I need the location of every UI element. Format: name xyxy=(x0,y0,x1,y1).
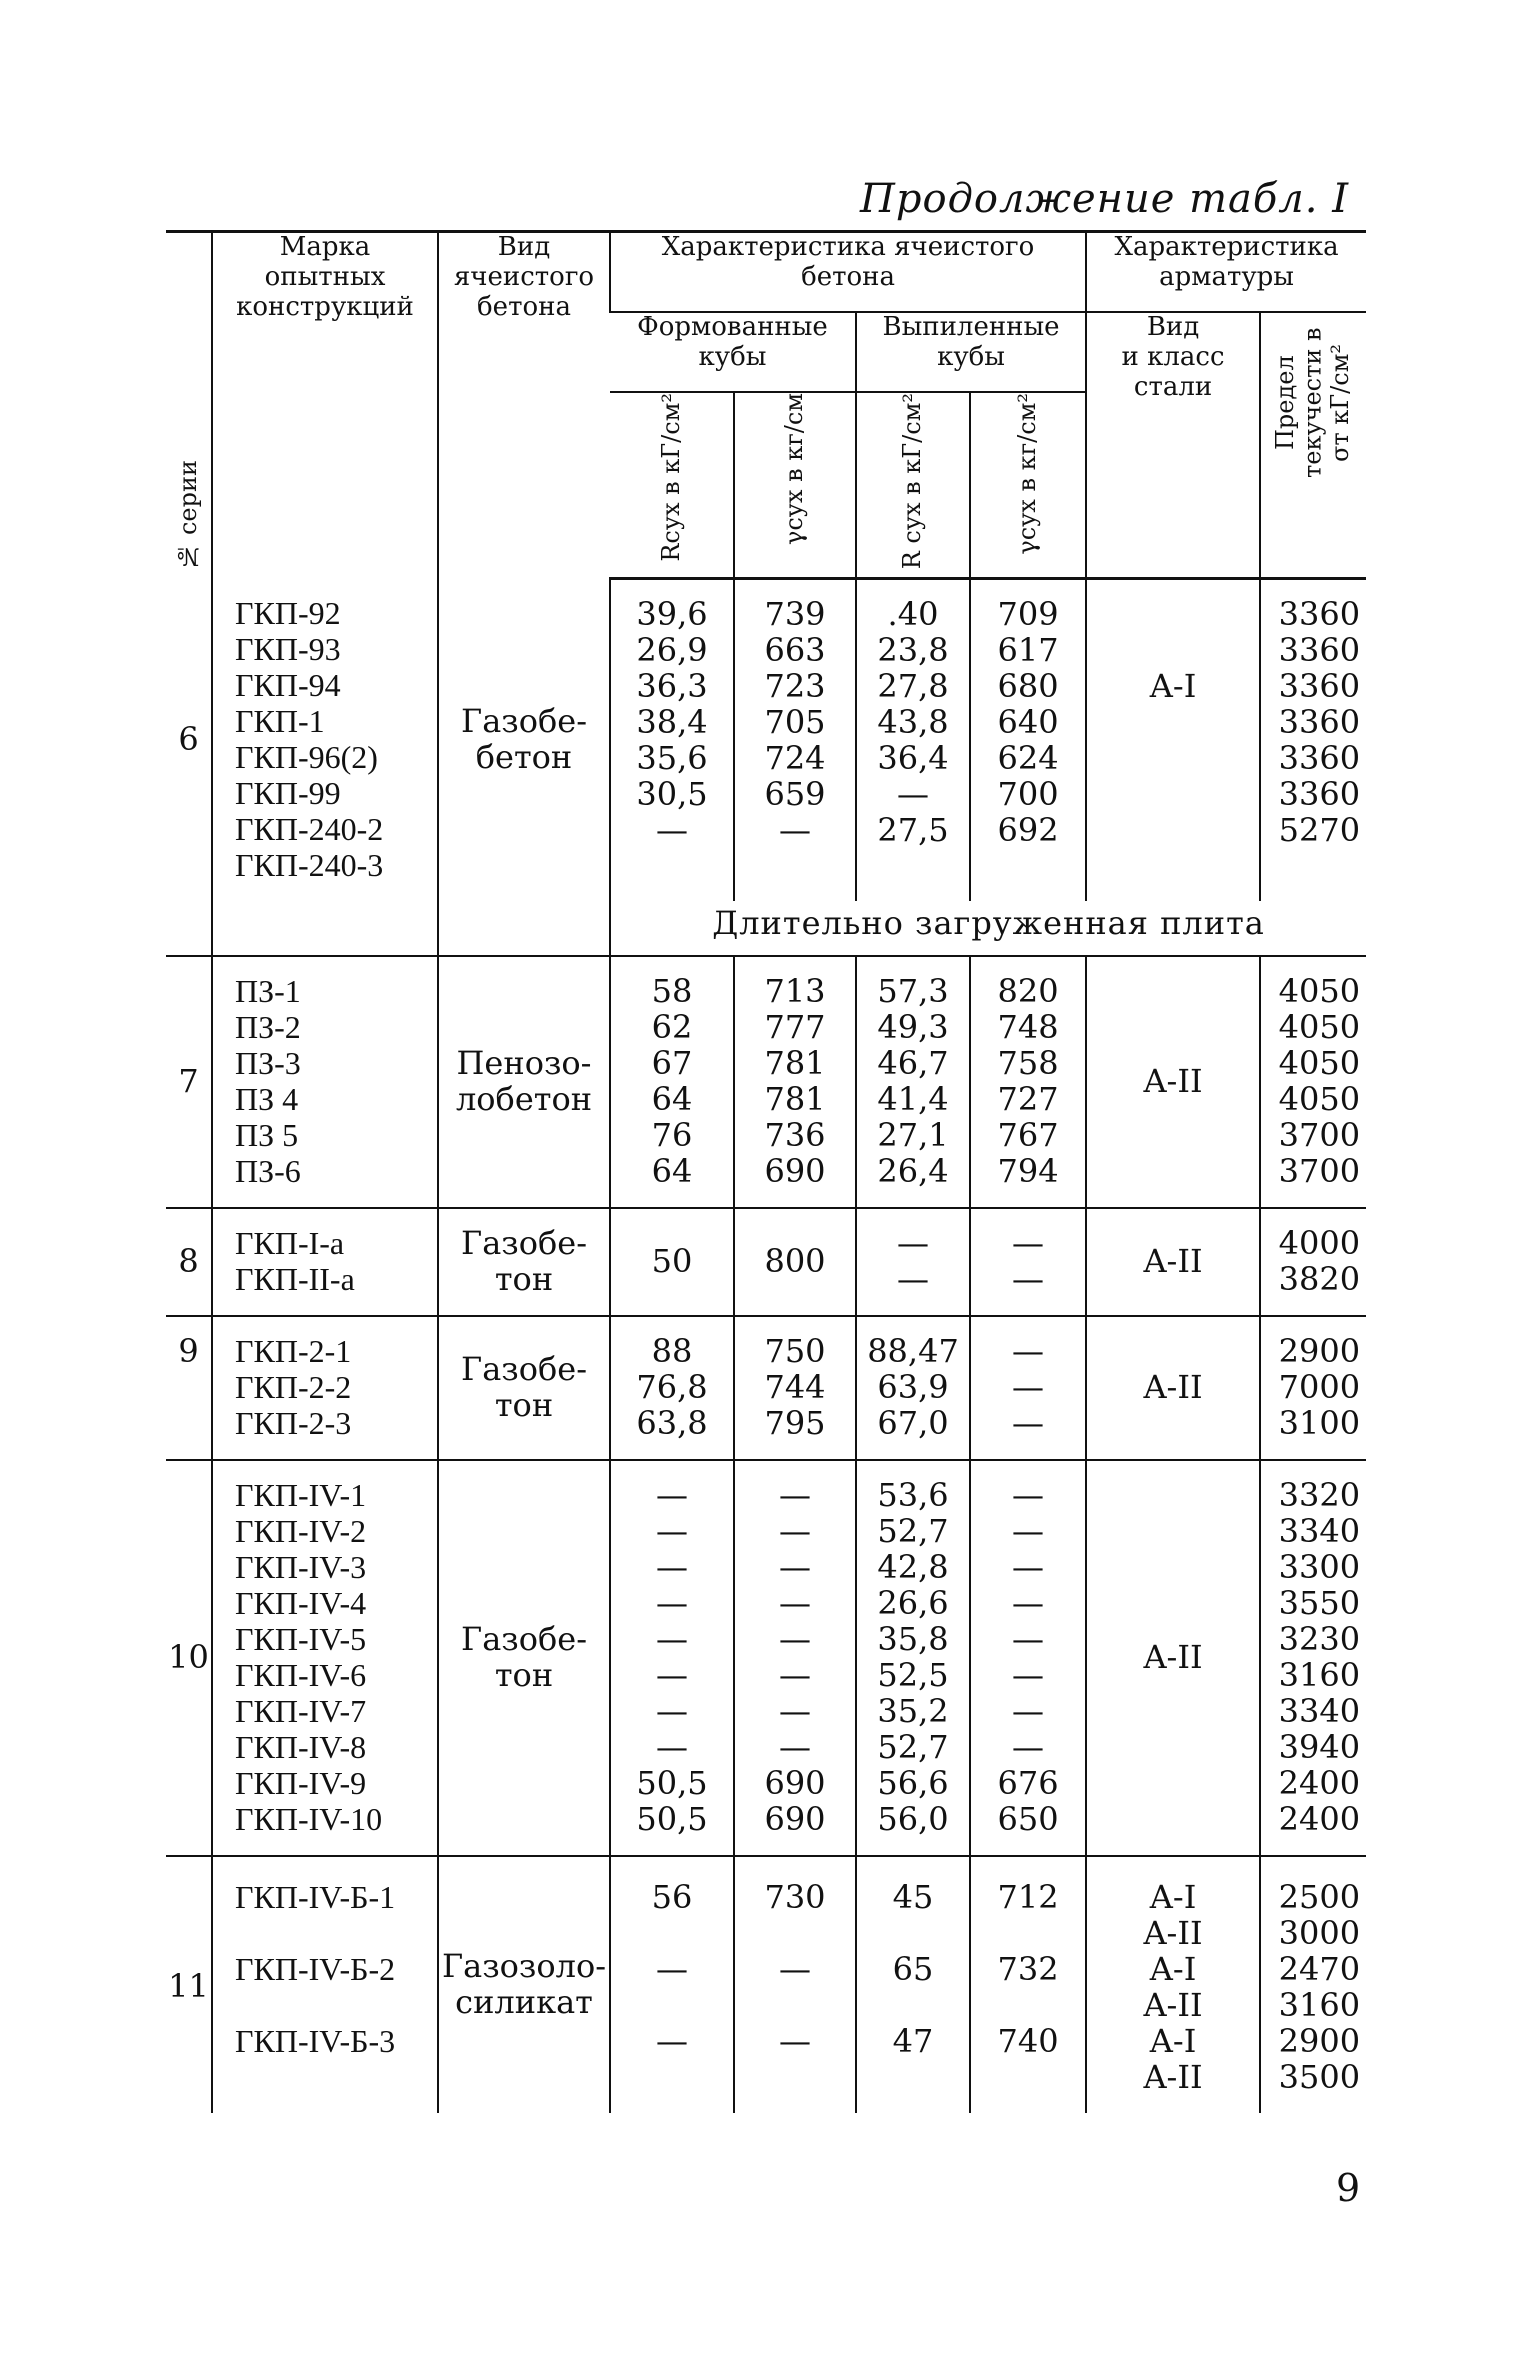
mark-list: ГКП-I-а ГКП-II-а xyxy=(212,1208,438,1316)
table-row xyxy=(166,956,1366,1208)
r-formed-values: 58 62 67 64 76 64 xyxy=(610,956,734,1208)
gamma-cut-values: 709 617 680 640 624 700 692 xyxy=(970,579,1086,901)
page-number: 9 xyxy=(1336,2166,1361,2210)
gamma-cut-values: — — — — — — — — 676 650 xyxy=(970,1460,1086,1856)
header-steel: Вид и класс стали xyxy=(1086,312,1260,579)
steel-class-list: A-I A-II A-I A-II A-I A-II xyxy=(1086,1856,1260,2113)
yield-values: 2900 7000 3100 xyxy=(1260,1316,1366,1460)
data-table xyxy=(166,230,1366,2113)
yield-values: 3360 3360 3360 3360 3360 3360 5270 xyxy=(1260,579,1366,901)
header-reinforcement-characteristics: Характеристика арматуры xyxy=(1086,232,1366,313)
serial-number: 10 xyxy=(166,1460,212,1856)
r-cut-values: 45 65 47 xyxy=(856,1856,970,2113)
gamma-formed-values: 739 663 723 705 724 659 — xyxy=(734,579,856,901)
serial-number: 9 xyxy=(166,1316,212,1460)
table-row xyxy=(166,1856,1366,2113)
steel-class: A-II xyxy=(1086,956,1260,1208)
gamma-cut-values: — — xyxy=(970,1208,1086,1316)
concrete-kind: Газобе- тон xyxy=(438,1460,610,1856)
concrete-kind: Пенозо- лобетон xyxy=(438,956,610,1208)
header-concrete-kind: Вид ячеистого бетона xyxy=(438,232,610,579)
table-caption: Продолжение табл. I xyxy=(860,176,1349,222)
gamma-formed-values: 713 777 781 781 736 690 xyxy=(734,956,856,1208)
table-row xyxy=(166,579,1366,901)
mark-list: ГКП-IV-1 ГКП-IV-2 ГКП-IV-3 ГКП-IV-4 ГКП-IV-5 ГКП-IV-6 ГКП-IV-7 ГКП-IV-8 ГКП-IV-9 ГКП-IV-10 xyxy=(212,1460,438,1856)
serial-number: 11 xyxy=(166,1856,212,2113)
steel-class: A-II xyxy=(1086,1208,1260,1316)
mark-list: ГКП-2-1 ГКП-2-2 ГКП-2-3 xyxy=(212,1316,438,1460)
series-note: Длительно загруженная плита xyxy=(610,901,1366,956)
header-cut-cubes: Выпиленные кубы xyxy=(856,312,1086,392)
gamma-cut-values: 820 748 758 727 767 794 xyxy=(970,956,1086,1208)
header-serial: № серии xyxy=(166,232,212,579)
r-cut-values: .40 23,8 27,8 43,8 36,4 — 27,5 xyxy=(856,579,970,901)
yield-values: 2500 3000 2470 3160 2900 3500 xyxy=(1260,1856,1366,2113)
r-formed-values: 50 xyxy=(610,1208,734,1316)
gamma-formed-values: 750 744 795 xyxy=(734,1316,856,1460)
header-mark: Марка опытных конструкций xyxy=(212,232,438,579)
header-formed-cubes: Формованные кубы xyxy=(610,312,856,392)
r-formed-values: 56 — — xyxy=(610,1856,734,2113)
r-formed-values: 39,6 26,9 36,3 38,4 35,6 30,5 — xyxy=(610,579,734,901)
series-group-8 xyxy=(166,1208,1366,1316)
r-formed-values: — — — — — — — — 50,5 50,5 xyxy=(610,1460,734,1856)
r-cut-values: 57,3 49,3 46,7 41,4 27,1 26,4 xyxy=(856,956,970,1208)
mark-list: ПЗ-1 ПЗ-2 ПЗ-3 ПЗ 4 ПЗ 5 ПЗ-6 xyxy=(212,956,438,1208)
gamma-formed-values: — — — — — — — — 690 690 xyxy=(734,1460,856,1856)
table-row xyxy=(166,1316,1366,1460)
mark-list: ГКП-92 ГКП-93 ГКП-94 ГКП-1 ГКП-96(2) ГКП-99 ГКП-240-2 ГКП-240-3 xyxy=(212,579,438,901)
gamma-formed-values: 800 xyxy=(734,1208,856,1316)
r-cut-values: 53,6 52,7 42,8 26,6 35,8 52,5 35,2 52,7 56,6 56,0 xyxy=(856,1460,970,1856)
steel-class: A-II xyxy=(1086,1316,1260,1460)
series-group-9 xyxy=(166,1316,1366,1460)
r-cut-values: — — xyxy=(856,1208,970,1316)
gamma-cut-values: 712 732 740 xyxy=(970,1856,1086,2113)
serial-number: 8 xyxy=(166,1208,212,1316)
serial-number: 7 xyxy=(166,956,212,1208)
concrete-kind: Газобе- тон xyxy=(438,1316,610,1460)
header-r-cut: R сух в кГ/см² xyxy=(856,392,970,579)
table-row xyxy=(166,901,1366,956)
series-group-10 xyxy=(166,1460,1366,1856)
steel-class: A-I xyxy=(1086,579,1260,901)
table-row xyxy=(166,1460,1366,1856)
series-group-11 xyxy=(166,1856,1366,2113)
concrete-kind: Газобе- бетон xyxy=(438,579,610,901)
header-gamma-cut: γсух в кг/см² xyxy=(970,392,1086,579)
serial-number: 6 xyxy=(178,719,199,758)
header-concrete-characteristics: Характеристика ячеистого бетона xyxy=(610,232,1086,313)
yield-values: 4050 4050 4050 4050 3700 3700 xyxy=(1260,956,1366,1208)
header-r-formed: Rсух в кГ/см² xyxy=(610,392,734,579)
steel-class: A-II xyxy=(1086,1460,1260,1856)
yield-values: 4000 3820 xyxy=(1260,1208,1366,1316)
header-gamma-formed: γсух в кг/см xyxy=(734,392,856,579)
mark-list: ГКП-IV-Б-1 ГКП-IV-Б-2 ГКП-IV-Б-3 xyxy=(212,1856,438,2113)
concrete-kind: Газозоло- силикат xyxy=(438,1856,610,2113)
concrete-kind: Газобе- тон xyxy=(438,1208,610,1316)
table-row xyxy=(166,1208,1366,1316)
gamma-cut-values: — — — xyxy=(970,1316,1086,1460)
yield-values: 3320 3340 3300 3550 3230 3160 3340 3940 2400 2400 xyxy=(1260,1460,1366,1856)
series-group-7 xyxy=(166,956,1366,1208)
series-group-6 xyxy=(166,579,1366,956)
header-yield: Предел текучести в σт кГ/см² xyxy=(1260,312,1366,579)
gamma-formed-values: 730 — — xyxy=(734,1856,856,2113)
r-formed-values: 88 76,8 63,8 xyxy=(610,1316,734,1460)
r-cut-values: 88,47 63,9 67,0 xyxy=(856,1316,970,1460)
